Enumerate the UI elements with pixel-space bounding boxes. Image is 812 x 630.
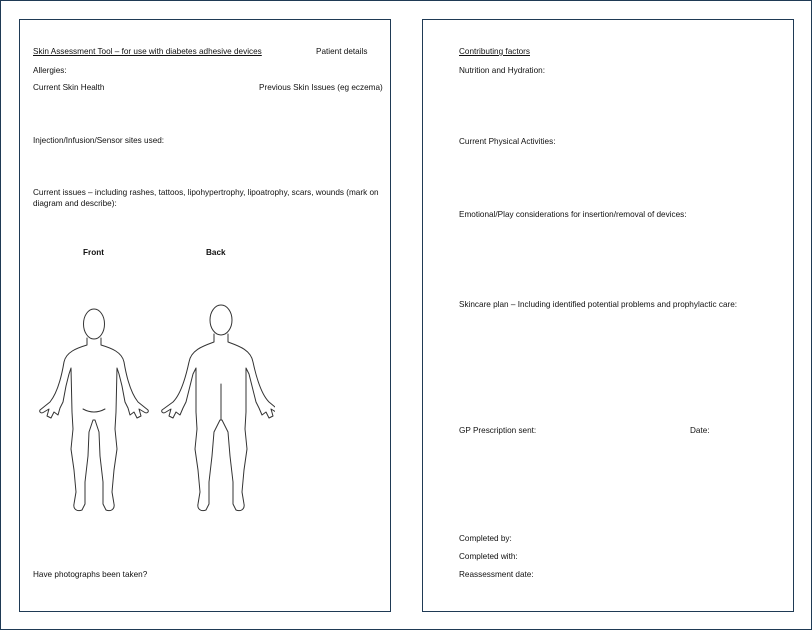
completed-with-label: Completed with: — [459, 552, 518, 561]
current-skin-health-label: Current Skin Health — [33, 83, 105, 92]
injection-sites-label: Injection/Infusion/Sensor sites used: — [33, 136, 165, 145]
contributing-factors-heading: Contributing factors — [459, 47, 530, 56]
previous-skin-issues-label: Previous Skin Issues (eg eczema) — [259, 83, 383, 92]
back-label: Back — [206, 248, 226, 257]
right-page — [422, 19, 794, 612]
left-page — [19, 19, 391, 612]
photographs-label: Have photographs been taken? — [33, 570, 148, 579]
body-map-diagram — [33, 234, 275, 526]
completed-by-label: Completed by: — [459, 534, 512, 543]
emotional-considerations-label: Emotional/Play considerations for insertion/removal of devices: — [459, 210, 687, 219]
nutrition-label: Nutrition and Hydration: — [459, 66, 546, 75]
form-title: Skin Assessment Tool – for use with diabetes adhesive devices — [33, 47, 262, 56]
back-body-outline — [162, 305, 275, 511]
gp-prescription-label: GP Prescription sent: — [459, 426, 537, 435]
physical-activities-label: Current Physical Activities: — [459, 137, 556, 146]
skincare-plan-label: Skincare plan – Including identified potential problems and prophylactic care: — [459, 300, 738, 309]
patient-details-label: Patient details — [316, 47, 368, 56]
reassessment-date-label: Reassessment date: — [459, 570, 534, 579]
current-issues-label: Current issues – including rashes, tattoos, lipohypertrophy, lipoatrophy, scars, wounds (mark on diagram and describe): — [33, 188, 379, 208]
allergies-label: Allergies: — [33, 66, 67, 75]
front-body-outline — [40, 309, 149, 511]
body-outlines — [33, 234, 275, 526]
date-label: Date: — [690, 426, 710, 435]
front-label: Front — [83, 248, 104, 257]
